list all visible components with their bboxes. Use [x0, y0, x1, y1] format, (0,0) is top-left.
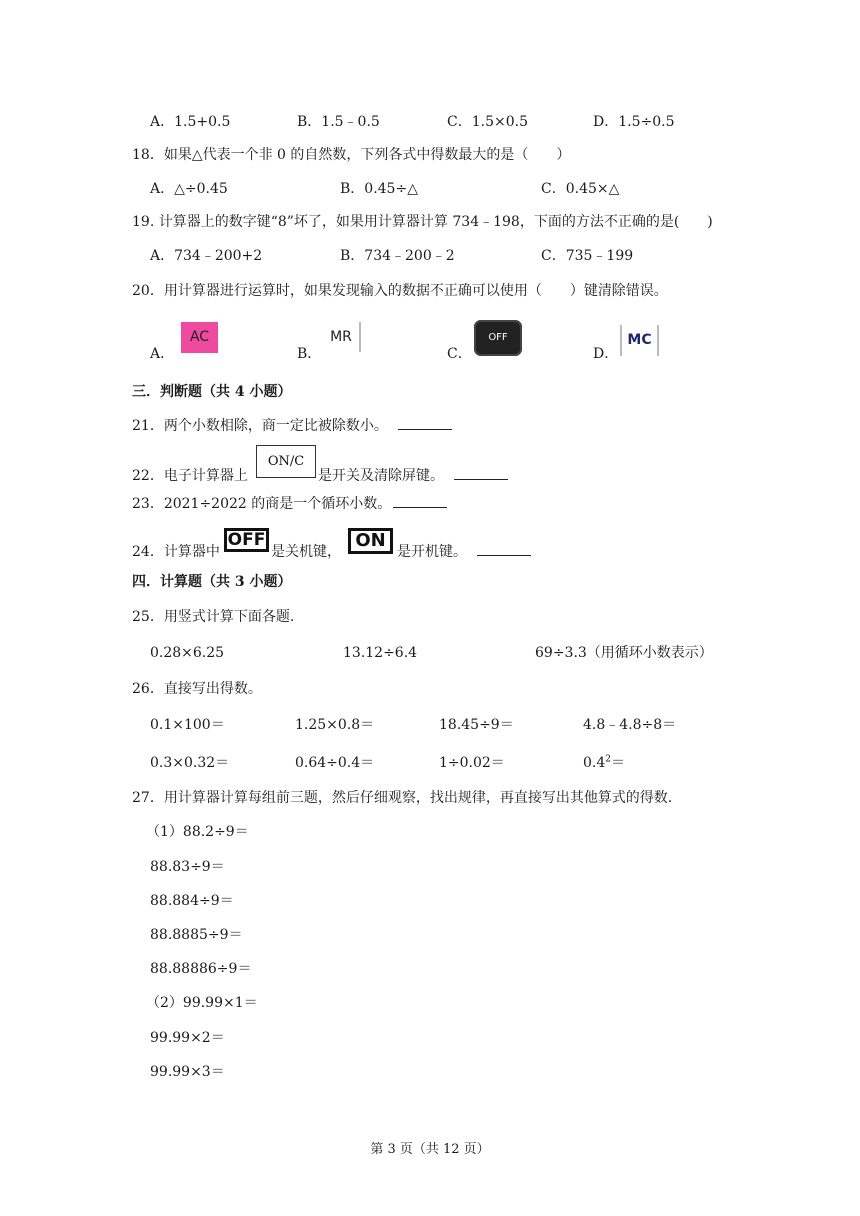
q18-option-c: C．0.45×△: [541, 181, 620, 197]
q27-line: 88.884÷9＝: [150, 893, 234, 909]
q27-line: 99.99×3＝: [150, 1064, 225, 1080]
q20-option-b-label: B．: [297, 346, 322, 362]
q20-option-c-label: C．: [447, 346, 472, 362]
equals-sign: ＝: [611, 755, 625, 771]
q18-option-a: A．△÷0.45: [150, 181, 228, 197]
section-3-heading: 三．判断题（共 4 小题）: [132, 384, 292, 400]
section-4-heading: 四．计算题（共 3 小题）: [132, 574, 292, 590]
q21-text: 21．两个小数相除，商一定比被除数小。: [132, 418, 388, 434]
q17-option-c: C．1.5×0.5: [447, 114, 528, 130]
q27-line: 88.83÷9＝: [150, 859, 225, 875]
power-exponent: 2: [605, 754, 611, 765]
q25-item: 69÷3.3（用循环小数表示）: [535, 645, 713, 661]
mc-key-image: MC: [620, 325, 659, 356]
q25-stem: 25．用竖式计算下面各题.: [132, 609, 295, 625]
q19-option-b: B．734﹣200﹣2: [340, 248, 455, 264]
q26-item: 18.45÷9＝: [439, 717, 514, 733]
q26-item: 1÷0.02＝: [439, 755, 505, 771]
ac-key-image: AC: [181, 322, 218, 353]
q18-option-b: B．0.45÷△: [340, 181, 418, 197]
q24-post-line: [397, 542, 531, 562]
q26-item: 0.64÷0.4＝: [295, 755, 375, 771]
q24-pre: 24．计算器中: [132, 544, 220, 560]
q26-item-power: [583, 753, 625, 773]
q19-stem: 19. 计算器上的数字键“8”坏了，如果用计算器计算 734﹣198，下面的方法不正确的是( ): [132, 214, 713, 230]
q26-item: 1.25×0.8＝: [295, 717, 375, 733]
answer-blank: [393, 495, 447, 508]
q23: [132, 494, 447, 514]
q22-pre: 22．电子计算器上: [132, 468, 248, 484]
q17-option-d: D．1.5÷0.5: [593, 114, 675, 130]
on-key-image: ON: [348, 528, 393, 554]
answer-blank: [477, 543, 531, 556]
q27-line: 99.99×2＝: [150, 1030, 225, 1046]
answer-blank: [454, 467, 508, 480]
q26-item: 0.1×100＝: [150, 717, 225, 733]
q27-stem: 27．用计算器计算每组前三题，然后仔细观察，找出规律，再直接写出其他算式的得数.: [132, 790, 673, 806]
q24-post: 是开机键。: [397, 544, 467, 560]
q27-line: 88.88886÷9＝: [150, 961, 252, 977]
q20-stem: 20．用计算器进行运算时，如果发现输入的数据不正确可以使用（ ）键清除错误。: [132, 283, 668, 299]
q26-item: 4.8﹣4.8÷8＝: [583, 717, 677, 733]
q24-mid: 是关机键，: [271, 544, 341, 560]
q23-text: 23．2021÷2022 的商是一个循环小数。: [132, 496, 392, 512]
q27-line: （2）99.99×1＝: [146, 995, 258, 1011]
power-base: 0.4: [583, 755, 606, 771]
q20-option-a-label: A．: [150, 346, 175, 362]
q22-post-line: [318, 466, 508, 486]
q27-line: 88.8885÷9＝: [150, 927, 243, 943]
q19-option-c: C．735﹣199: [541, 248, 634, 264]
q27-line: （1）88.2÷9＝: [146, 824, 249, 840]
q19-option-a: A．734﹣200+2: [150, 248, 263, 264]
on-c-key-image: ON/C: [256, 445, 316, 478]
q22-post: 是开关及清除屏键。: [318, 468, 444, 484]
answer-blank: [398, 417, 452, 430]
q18-stem: 18．如果△代表一个非 0 的自然数，下列各式中得数最大的是（ ）: [132, 147, 571, 163]
q21: [132, 416, 452, 436]
off-key-image: OFF: [224, 528, 269, 552]
q20-option-d-label: D．: [593, 346, 619, 362]
q25-item: 0.28×6.25: [150, 645, 225, 661]
q26-item: 0.3×0.32＝: [150, 755, 230, 771]
mr-key-image: MR: [323, 322, 361, 352]
q17-option-a: A．1.5+0.5: [150, 114, 231, 130]
q26-stem: 26．直接写出得数。: [132, 681, 262, 697]
page-footer: 第 3 页（共 12 页）: [370, 1142, 490, 1157]
q25-item: 13.12÷6.4: [343, 645, 418, 661]
off-key-image: OFF: [474, 320, 522, 356]
q17-option-b: B．1.5﹣0.5: [297, 114, 380, 130]
